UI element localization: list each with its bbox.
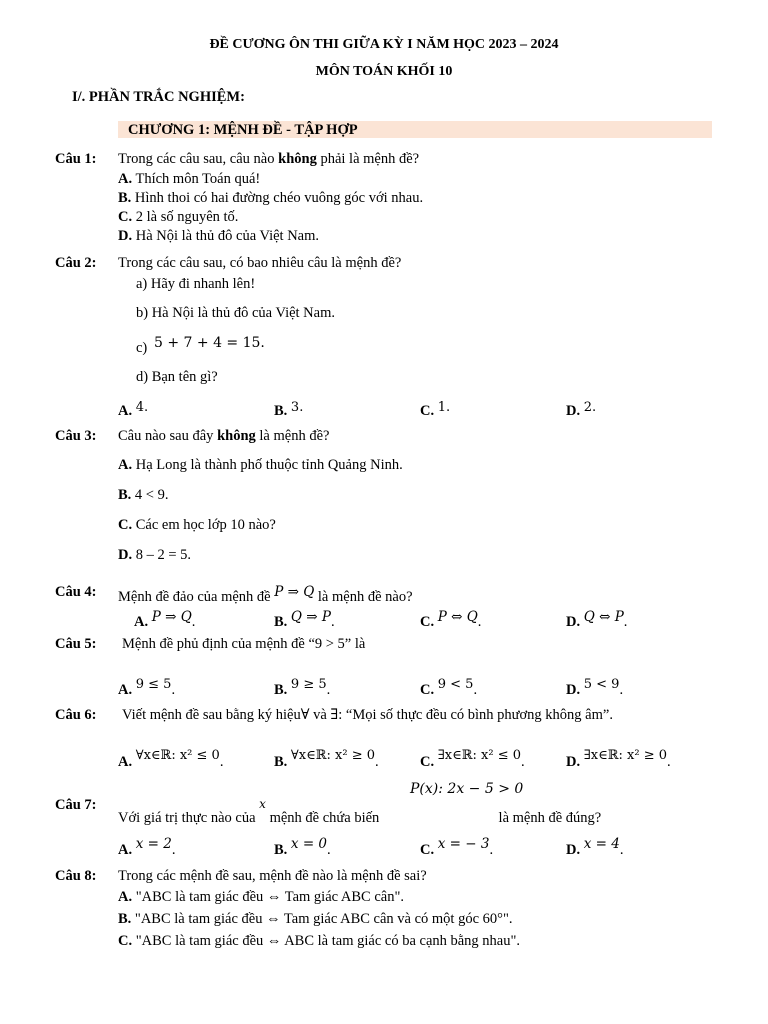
q3-option-a[interactable]: A. Hạ Long là thành phố thuộc tỉnh Quảng Ninh. (118, 457, 403, 473)
q7-option-b[interactable]: B. x = 0. (274, 836, 331, 858)
q3-option-d[interactable]: D. 8 – 2 = 5. (118, 547, 192, 563)
question-3-text: Câu nào sau đây không là mệnh đề? (118, 428, 330, 444)
q2-option-d[interactable]: D. 2. (566, 400, 597, 419)
question-5-text: Mệnh đề phủ định của mệnh đề “9 > 5” là (122, 636, 366, 652)
q2-item-d: d) Bạn tên gì? (136, 369, 218, 385)
question-7-label: Câu 7: (55, 797, 97, 813)
q1-option-c[interactable]: C. 2 là số nguyên tố. (118, 209, 239, 225)
q1-option-b[interactable]: B. Hình thoi có hai đường chéo vuông góc với nhau. (118, 190, 424, 206)
q1-option-d[interactable]: D. Hà Nội là thủ đô của Việt Nam. (118, 228, 320, 244)
q3-option-b[interactable]: B. 4 < 9. (118, 487, 169, 503)
q8-option-b[interactable]: B. "ABC là tam giác đều ⇔ Tam giác ABC cân và có một góc 60°". (118, 911, 513, 927)
question-1-label: Câu 1: (55, 151, 97, 167)
q4-option-a[interactable]: A. P ⇒ Q. (134, 609, 196, 630)
q4-option-c[interactable]: C. P ⇔ Q. (420, 609, 482, 630)
q2-option-c[interactable]: C. 1. (420, 400, 451, 419)
question-4-label: Câu 4: (55, 584, 97, 600)
q5-option-d[interactable]: D. 5 < 9. (566, 677, 624, 698)
q6-option-a[interactable]: A. ∀x∈ℝ: x² ≤ 0. (118, 748, 224, 770)
document-subtitle: MÔN TOÁN KHỐI 10 (315, 64, 453, 79)
question-4-text: Mệnh đề đảo của mệnh đề P ⇒ Q là mệnh đề nào? (118, 584, 413, 605)
chapter-heading: CHƯƠNG 1: MỆNH ĐỀ - TẬP HỢP (128, 122, 358, 138)
q2-item-a: a) Hãy đi nhanh lên! (136, 276, 256, 292)
q4-option-d[interactable]: D. Q ⇔ P. (566, 609, 628, 630)
q2-item-c: c) (136, 340, 148, 356)
question-3-label: Câu 3: (55, 428, 97, 444)
question-6-label: Câu 6: (55, 707, 97, 723)
q7-option-d[interactable]: D. x = 4. (566, 836, 624, 858)
q6-option-b[interactable]: B. ∀x∈ℝ: x² ≥ 0. (274, 748, 379, 770)
question-7-text: Với giá trị thực nào của $^x$ mệnh đề chứa biến là mệnh đề đúng? (118, 797, 602, 826)
q2-item-c-expression: 5 + 7 + 4 = 15. (154, 335, 265, 351)
question-8-label: Câu 8: (55, 868, 97, 884)
q2-option-a[interactable]: A. 4. (118, 400, 149, 419)
q1-option-a[interactable]: A. Thích môn Toán quá! (118, 171, 261, 187)
q8-option-c[interactable]: C. "ABC là tam giác đều ⇔ ABC là tam giác có ba cạnh bằng nhau". (118, 933, 521, 949)
q7-option-a[interactable]: A. x = 2. (118, 836, 176, 858)
q5-option-c[interactable]: C. 9 < 5. (420, 677, 478, 698)
q7-predicate-expression: P(x): 2x − 5 > 0 (410, 781, 524, 797)
question-5-label: Câu 5: (55, 636, 97, 652)
q4-option-b[interactable]: B. Q ⇒ P. (274, 609, 335, 630)
q5-option-a[interactable]: A. 9 ≤ 5. (118, 677, 176, 698)
question-6-text: Viết mệnh đề sau bằng ký hiệu∀ và ∃: “Mọi số thực đều có bình phương không âm”. (122, 707, 613, 723)
q2-item-b: b) Hà Nội là thủ đô của Việt Nam. (136, 305, 335, 321)
q8-option-a[interactable]: A. "ABC là tam giác đều ⇔ Tam giác ABC cân". (118, 889, 405, 905)
q7-option-c[interactable]: C. x = − 3. (420, 836, 494, 858)
question-2-text: Trong các câu sau, có bao nhiêu câu là mệnh đề? (118, 255, 402, 271)
question-8-text: Trong các mệnh đề sau, mệnh đề nào là mệnh đề sai? (118, 868, 427, 884)
q3-option-c[interactable]: C. Các em học lớp 10 nào? (118, 517, 276, 533)
document-title: ĐỀ CƯƠNG ÔN THI GIỮA KỲ I NĂM HỌC 2023 – 2024 (209, 37, 559, 52)
question-1-text: Trong các câu sau, câu nào không phải là mệnh đề? (118, 151, 420, 167)
question-2-label: Câu 2: (55, 255, 97, 271)
q2-option-b[interactable]: B. 3. (274, 400, 304, 419)
section-heading: I/. PHẦN TRẮC NGHIỆM: (72, 89, 245, 105)
q6-option-c[interactable]: C. ∃x∈ℝ: x² ≤ 0. (420, 748, 525, 770)
q5-option-b[interactable]: B. 9 ≥ 5. (274, 677, 331, 698)
q6-option-d[interactable]: D. ∃x∈ℝ: x² ≥ 0. (566, 748, 671, 770)
